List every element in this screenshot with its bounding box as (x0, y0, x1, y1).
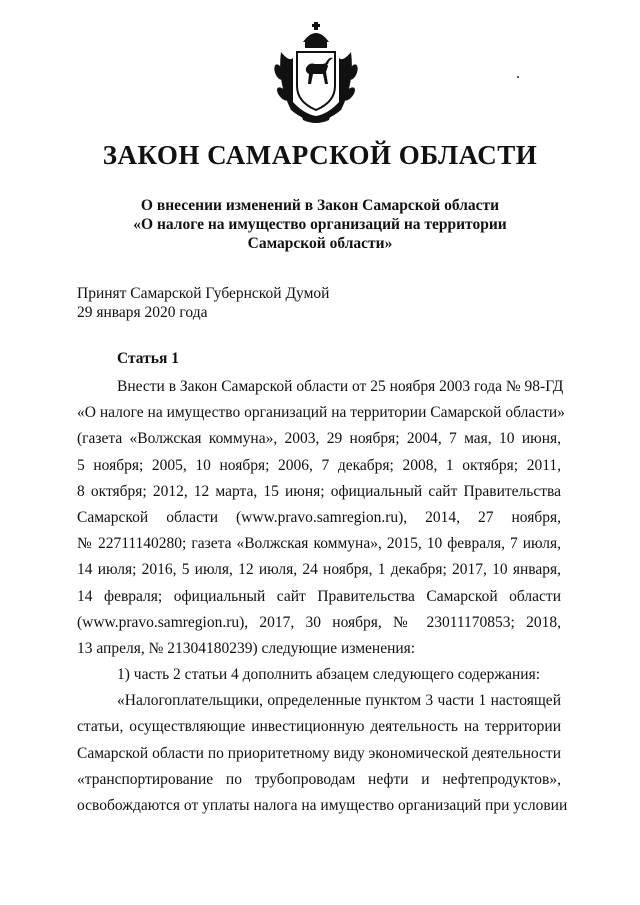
body-line: статьи, осуществляющие инвестиционную деятельность на территории (77, 718, 561, 736)
body-line: № 22711140280; газета «Волжская коммуна», 2015, 10 февраля, 7 июля, (77, 535, 561, 553)
article-heading: Статья 1 (117, 350, 179, 367)
body-line: Внести в Закон Самарской области от 25 ноября 2003 года № 98-ГД (117, 378, 564, 395)
body-line: (www.pravo.samregion.ru), 2017, 30 ноября, № 23011170853; 2018, (77, 613, 561, 631)
adoption-date: 29 января 2020 года (77, 304, 208, 321)
body-line: 8 октября; 2012, 12 марта, 15 июня; официальный сайт Правительства (77, 482, 561, 500)
subtitle-line: «О налоге на имущество организаций на территории (133, 216, 507, 233)
scan-speck (517, 76, 519, 78)
body-line: Самарской области по приоритетному виду экономической деятельности (77, 744, 561, 762)
body-line: (газета «Волжская коммуна», 2003, 29 ноября; 2004, 7 мая, 10 июня, (77, 430, 561, 448)
body-line: Самарской области (www.pravo.samregion.ru), 2014, 27 ноября, (77, 508, 561, 526)
subtitle-line: О внесении изменений в Закон Самарской области (140, 197, 500, 214)
coat-of-arms-icon (273, 22, 359, 124)
law-subtitle (120, 196, 520, 253)
body-line: «О налоге на имущество организаций на территории Самарской области» (77, 404, 565, 422)
body-line: «транспортирование по трубопроводам нефти и нефтепродуктов», (77, 770, 561, 788)
body-line: освобождаются от уплаты налога на имущество организаций при условии (77, 797, 568, 814)
adoption-body: Принят Самарской Губернской Думой (77, 285, 330, 302)
subtitle-line: Самарской области» (247, 235, 393, 252)
body-line: «Налогоплательщики, определенные пунктом 3 части 1 настоящей (117, 692, 561, 710)
body-line: 5 ноября; 2005, 10 ноября; 2006, 7 декабря; 2008, 1 октября; 2011, (77, 456, 561, 474)
body-line: 14 февраля; официальный сайт Правительства Самарской области (77, 587, 561, 605)
body-line: 14 июля; 2016, 5 июля, 12 июля, 24 ноября, 1 декабря; 2017, 10 января, (77, 561, 561, 579)
article-body (77, 374, 568, 819)
body-line: 13 апреля, № 21304180239) следующие изменения: (77, 639, 416, 657)
body-line: 1) часть 2 статьи 4 дополнить абзацем следующего содержания: (117, 666, 541, 684)
adoption-note (77, 284, 329, 322)
law-title: ЗАКОН САМАРСКОЙ ОБЛАСТИ (102, 140, 538, 170)
